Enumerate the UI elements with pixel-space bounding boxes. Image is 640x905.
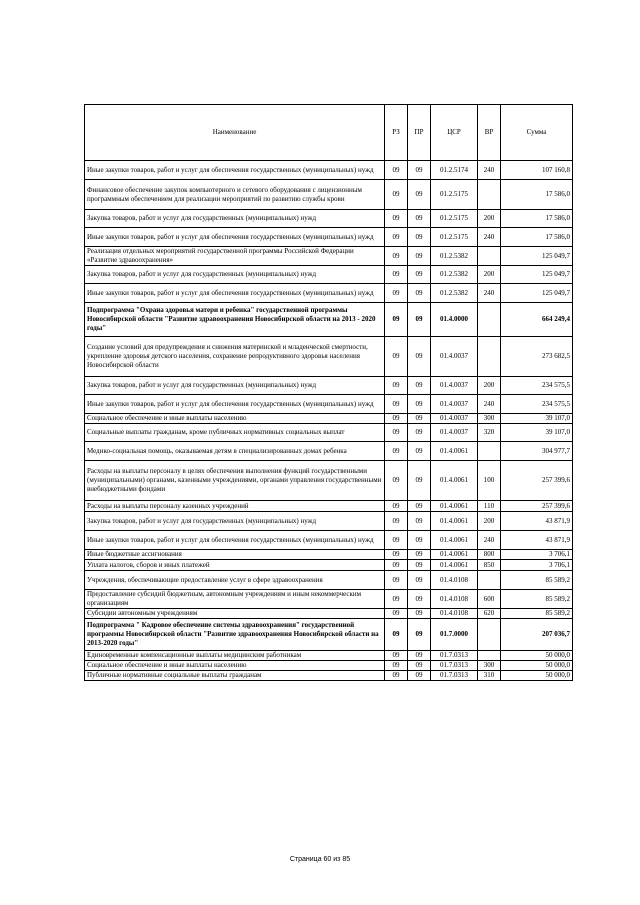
table-row <box>85 210 573 228</box>
table-cell-vr: 110 <box>478 501 501 512</box>
table-cell-sum: 17 586,0 <box>501 180 573 210</box>
table-cell-pr: 09 <box>408 590 431 609</box>
table-cell-name: Закупка товаров, работ и услуг для государственных (муниципальных) нужд <box>85 210 385 228</box>
table-cell-csr: 01.2.5175 <box>431 210 478 228</box>
table-cell-name: Финансовое обеспечение закупок компьютерного и сетевого оборудования с лицензионным программным обеспечением для реализации мероприятий по развитию службы крови <box>85 180 385 210</box>
table-cell-rz: 09 <box>385 512 408 531</box>
table-cell-csr: 01.4.0037 <box>431 337 478 377</box>
table-cell-rz: 09 <box>385 337 408 377</box>
table-row <box>85 247 573 266</box>
table-row <box>85 395 573 414</box>
table-cell-rz: 09 <box>385 661 408 671</box>
table-cell-csr: 01.4.0061 <box>431 442 478 461</box>
table-cell-sum: 664 249,4 <box>501 303 573 337</box>
table-cell-rz: 09 <box>385 442 408 461</box>
table-cell-csr: 01.4.0037 <box>431 395 478 414</box>
table-cell-vr: 200 <box>478 512 501 531</box>
table-cell-sum: 304 977,7 <box>501 442 573 461</box>
table-cell-csr: 01.4.0108 <box>431 609 478 619</box>
table-cell-sum: 207 036,7 <box>501 619 573 651</box>
table-row <box>85 266 573 284</box>
table-cell-sum: 39 107,0 <box>501 424 573 442</box>
table-cell-name: Иные закупки товаров, работ и услуг для обеспечения государственных (муниципальных) нужд <box>85 228 385 247</box>
table-cell-vr <box>478 303 501 337</box>
table-cell-rz: 09 <box>385 531 408 550</box>
table-cell-pr: 09 <box>408 560 431 571</box>
header-sum: Сумма <box>501 105 573 161</box>
table-cell-rz: 09 <box>385 210 408 228</box>
table-cell-vr: 600 <box>478 590 501 609</box>
table-cell-csr: 01.4.0037 <box>431 424 478 442</box>
table-cell-name: Медико-социальная помощь, оказываемая детям в специализированных домах ребенка <box>85 442 385 461</box>
table-cell-rz: 09 <box>385 501 408 512</box>
table-cell-pr: 09 <box>408 671 431 681</box>
table-cell-name: Единовременные компенсационные выплаты медицинским работникам <box>85 651 385 661</box>
table-cell-name: Расходы на выплаты персоналу в целях обеспечения выполнения функций государственными (муниципальными) органами, казенными учреждениями, органами управления государственными внебюджетными фондами <box>85 461 385 501</box>
table-body <box>85 161 573 681</box>
table-cell-rz: 09 <box>385 247 408 266</box>
table-row <box>85 571 573 590</box>
table-cell-sum: 234 575,5 <box>501 395 573 414</box>
table-cell-pr: 09 <box>408 337 431 377</box>
table-cell-pr: 09 <box>408 180 431 210</box>
table-cell-rz: 09 <box>385 303 408 337</box>
budget-table-wrapper <box>84 104 572 681</box>
table-cell-name: Расходы на выплаты персоналу казенных учреждений <box>85 501 385 512</box>
header-rz: РЗ <box>385 105 408 161</box>
table-cell-csr: 01.4.0061 <box>431 560 478 571</box>
table-cell-csr: 01.4.0061 <box>431 501 478 512</box>
table-cell-rz: 09 <box>385 266 408 284</box>
table-cell-vr: 100 <box>478 461 501 501</box>
table-cell-sum: 17 586,0 <box>501 228 573 247</box>
table-cell-sum: 257 399,6 <box>501 461 573 501</box>
table-cell-pr: 09 <box>408 531 431 550</box>
table-cell-csr: 01.7.0313 <box>431 651 478 661</box>
table-cell-name: Социальные выплаты гражданам, кроме публичных нормативных социальных выплат <box>85 424 385 442</box>
table-cell-csr: 01.4.0037 <box>431 377 478 395</box>
header-vr: ВР <box>478 105 501 161</box>
table-cell-csr: 01.2.5382 <box>431 247 478 266</box>
table-cell-name: Публичные нормативные социальные выплаты гражданам <box>85 671 385 681</box>
table-cell-csr: 01.4.0108 <box>431 571 478 590</box>
table-cell-pr: 09 <box>408 266 431 284</box>
table-cell-pr: 09 <box>408 247 431 266</box>
table-cell-csr: 01.2.5174 <box>431 161 478 180</box>
table-cell-pr: 09 <box>408 303 431 337</box>
table-cell-pr: 09 <box>408 442 431 461</box>
table-cell-pr: 09 <box>408 501 431 512</box>
table-cell-rz: 09 <box>385 461 408 501</box>
table-cell-vr: 310 <box>478 671 501 681</box>
table-cell-name: Создание условий для предупреждения и снижения материнской и младенческой смертности, укрепление здоровья детского населения, сохранение репродуктивного здоровья населения Новосибирской области <box>85 337 385 377</box>
table-cell-vr: 200 <box>478 266 501 284</box>
table-cell-vr: 850 <box>478 560 501 571</box>
table-cell-sum: 85 589,2 <box>501 571 573 590</box>
table-cell-csr: 01.4.0061 <box>431 512 478 531</box>
table-cell-csr: 01.4.0061 <box>431 531 478 550</box>
table-cell-csr: 01.7.0313 <box>431 661 478 671</box>
table-cell-vr <box>478 619 501 651</box>
table-cell-sum: 234 575,5 <box>501 377 573 395</box>
table-cell-vr <box>478 247 501 266</box>
table-cell-rz: 09 <box>385 180 408 210</box>
table-cell-sum: 43 871,9 <box>501 512 573 531</box>
table-cell-pr: 09 <box>408 512 431 531</box>
table-cell-pr: 09 <box>408 414 431 424</box>
table-cell-sum: 107 160,8 <box>501 161 573 180</box>
table-cell-sum: 43 871,9 <box>501 531 573 550</box>
table-cell-csr: 01.2.5175 <box>431 180 478 210</box>
table-row <box>85 461 573 501</box>
table-row <box>85 619 573 651</box>
table-row <box>85 161 573 180</box>
table-cell-vr: 240 <box>478 284 501 303</box>
table-cell-sum: 85 589,2 <box>501 590 573 609</box>
table-cell-sum: 3 706,1 <box>501 550 573 560</box>
table-cell-csr: 01.2.5382 <box>431 266 478 284</box>
table-cell-rz: 09 <box>385 424 408 442</box>
table-cell-csr: 01.4.0108 <box>431 590 478 609</box>
table-cell-vr <box>478 651 501 661</box>
table-cell-csr: 01.2.5382 <box>431 284 478 303</box>
header-name: Наименование <box>85 105 385 161</box>
table-cell-vr: 200 <box>478 210 501 228</box>
table-header-row <box>85 105 573 161</box>
table-cell-name: Субсидии автономным учреждениям <box>85 609 385 619</box>
table-cell-rz: 09 <box>385 284 408 303</box>
table-row <box>85 414 573 424</box>
table-cell-vr: 300 <box>478 414 501 424</box>
table-cell-pr: 09 <box>408 609 431 619</box>
table-cell-pr: 09 <box>408 619 431 651</box>
table-cell-rz: 09 <box>385 228 408 247</box>
table-cell-vr <box>478 180 501 210</box>
table-row <box>85 442 573 461</box>
table-row <box>85 337 573 377</box>
table-cell-sum: 125 049,7 <box>501 247 573 266</box>
table-cell-name: Уплата налогов, сборов и иных платежей <box>85 560 385 571</box>
table-cell-pr: 09 <box>408 228 431 247</box>
table-cell-name: Иные закупки товаров, работ и услуг для обеспечения государственных (муниципальных) нужд <box>85 531 385 550</box>
table-cell-pr: 09 <box>408 210 431 228</box>
table-cell-pr: 09 <box>408 424 431 442</box>
header-csr: ЦСР <box>431 105 478 161</box>
table-cell-csr: 01.2.5175 <box>431 228 478 247</box>
table-cell-csr: 01.4.0000 <box>431 303 478 337</box>
table-cell-vr: 240 <box>478 395 501 414</box>
table-cell-rz: 09 <box>385 560 408 571</box>
table-cell-pr: 09 <box>408 395 431 414</box>
table-row <box>85 609 573 619</box>
table-row <box>85 661 573 671</box>
table-row <box>85 560 573 571</box>
table-cell-vr: 240 <box>478 161 501 180</box>
table-row <box>85 424 573 442</box>
table-cell-sum: 273 682,5 <box>501 337 573 377</box>
table-cell-pr: 09 <box>408 661 431 671</box>
table-cell-sum: 39 107,0 <box>501 414 573 424</box>
table-cell-vr <box>478 442 501 461</box>
table-cell-name: Реализация отдельных мероприятий государственной программы Российской Федерации «Развитие здравоохранения» <box>85 247 385 266</box>
table-row <box>85 671 573 681</box>
table-cell-vr: 240 <box>478 531 501 550</box>
table-row <box>85 550 573 560</box>
table-cell-csr: 01.4.0037 <box>431 414 478 424</box>
table-cell-pr: 09 <box>408 284 431 303</box>
table-cell-pr: 09 <box>408 571 431 590</box>
table-cell-name: Подпрограмма "Охрана здоровья матери и ребенка" государственной программы Новосибирской области "Развитие здравоохранения Новосибирской области на 2013 - 2020 годы" <box>85 303 385 337</box>
table-row <box>85 228 573 247</box>
table-cell-name: Иные бюджетные ассигнования <box>85 550 385 560</box>
table-cell-name: Учреждения, обеспечивающие предоставление услуг в сфере здравоохранения <box>85 571 385 590</box>
table-cell-rz: 09 <box>385 377 408 395</box>
table-row <box>85 501 573 512</box>
table-cell-rz: 09 <box>385 619 408 651</box>
table-cell-rz: 09 <box>385 609 408 619</box>
table-row <box>85 303 573 337</box>
table-cell-sum: 50 000,0 <box>501 651 573 661</box>
table-row <box>85 590 573 609</box>
table-cell-sum: 50 000,0 <box>501 661 573 671</box>
table-row <box>85 284 573 303</box>
table-cell-vr: 200 <box>478 377 501 395</box>
table-row <box>85 377 573 395</box>
table-cell-sum: 85 589,2 <box>501 609 573 619</box>
table-cell-sum: 50 000,0 <box>501 671 573 681</box>
table-cell-name: Закупка товаров, работ и услуг для государственных (муниципальных) нужд <box>85 512 385 531</box>
table-cell-rz: 09 <box>385 571 408 590</box>
table-cell-name: Иные закупки товаров, работ и услуг для обеспечения государственных (муниципальных) нужд <box>85 284 385 303</box>
table-cell-rz: 09 <box>385 395 408 414</box>
table-cell-rz: 09 <box>385 671 408 681</box>
table-cell-pr: 09 <box>408 461 431 501</box>
table-cell-rz: 09 <box>385 590 408 609</box>
table-cell-sum: 17 586,0 <box>501 210 573 228</box>
table-cell-sum: 125 049,7 <box>501 266 573 284</box>
table-cell-name: Иные закупки товаров, работ и услуг для обеспечения государственных (муниципальных) нужд <box>85 395 385 414</box>
table-cell-vr: 240 <box>478 228 501 247</box>
table-cell-vr: 320 <box>478 424 501 442</box>
table-cell-csr: 01.4.0061 <box>431 550 478 560</box>
table-cell-csr: 01.4.0061 <box>431 461 478 501</box>
page-number: Страница 60 из 85 <box>289 856 351 863</box>
table-cell-vr: 620 <box>478 609 501 619</box>
table-cell-pr: 09 <box>408 377 431 395</box>
table-cell-pr: 09 <box>408 550 431 560</box>
table-cell-sum: 125 049,7 <box>501 284 573 303</box>
table-cell-name: Социальное обеспечение и иные выплаты населению <box>85 414 385 424</box>
table-cell-rz: 09 <box>385 651 408 661</box>
table-row <box>85 180 573 210</box>
table-cell-rz: 09 <box>385 550 408 560</box>
table-row <box>85 512 573 531</box>
budget-table <box>84 104 573 681</box>
table-row <box>85 531 573 550</box>
table-cell-vr <box>478 337 501 377</box>
table-cell-name: Закупка товаров, работ и услуг для государственных (муниципальных) нужд <box>85 377 385 395</box>
table-cell-pr: 09 <box>408 161 431 180</box>
table-cell-rz: 09 <box>385 161 408 180</box>
table-cell-pr: 09 <box>408 651 431 661</box>
table-cell-name: Социальное обеспечение и иные выплаты населению <box>85 661 385 671</box>
table-cell-sum: 257 399,6 <box>501 501 573 512</box>
table-cell-name: Подпрограмма " Кадровое обеспечение системы здравоохранения" государственной программы Новосибирской области "Развитие здравоохранения Новосибирской области на 2013-2020 годы" <box>85 619 385 651</box>
table-cell-csr: 01.7.0000 <box>431 619 478 651</box>
header-pr: ПР <box>408 105 431 161</box>
table-cell-csr: 01.7.0313 <box>431 671 478 681</box>
table-cell-vr <box>478 571 501 590</box>
table-row <box>85 651 573 661</box>
table-cell-vr: 800 <box>478 550 501 560</box>
table-cell-name: Закупка товаров, работ и услуг для государственных (муниципальных) нужд <box>85 266 385 284</box>
table-cell-vr: 300 <box>478 661 501 671</box>
table-cell-rz: 09 <box>385 414 408 424</box>
table-cell-name: Иные закупки товаров, работ и услуг для обеспечения государственных (муниципальных) нужд <box>85 161 385 180</box>
table-cell-sum: 3 706,1 <box>501 560 573 571</box>
table-cell-name: Предоставление субсидий бюджетным, автономным учреждениям и иным некоммерческим организациям <box>85 590 385 609</box>
